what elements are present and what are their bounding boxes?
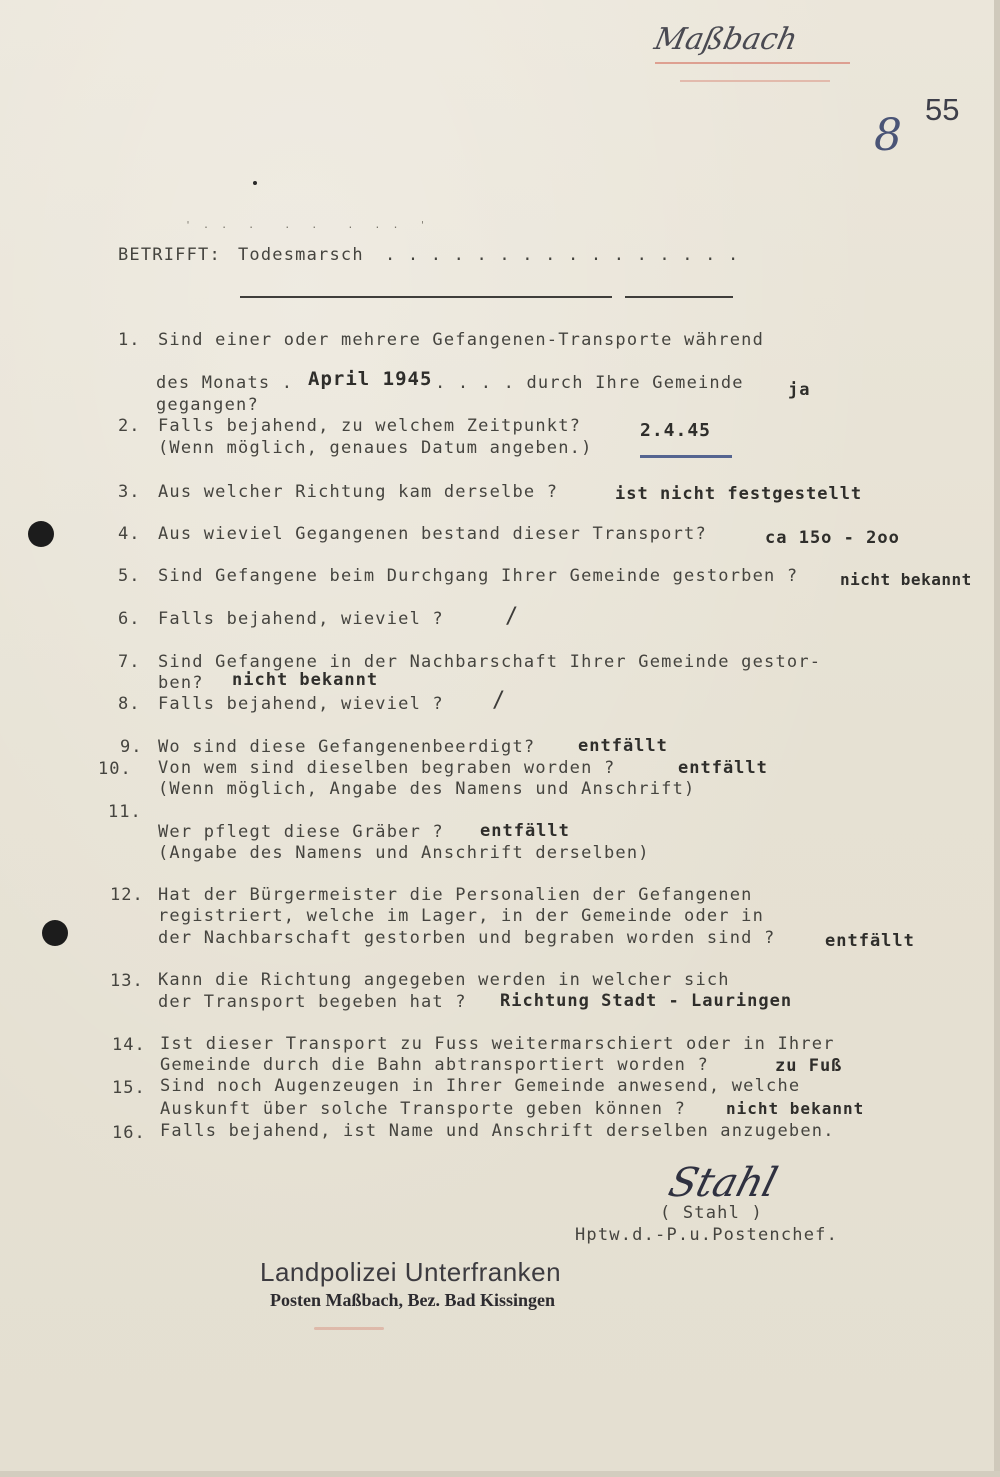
question-1-line-2: des Monats .	[156, 373, 294, 393]
page-edge-bottom	[0, 1471, 1000, 1477]
stamp-line-1: Landpolizei Unterfranken	[260, 1257, 562, 1287]
ink-dot	[253, 181, 257, 185]
question-10-line-2: (Wenn möglich, Angabe des Namens und Anschrift)	[158, 779, 696, 799]
question-number: 8.	[118, 694, 141, 714]
question-11-line-1: Wer pflegt diese Gräber ?	[158, 822, 444, 842]
question-16-line-1: Falls bejahend, ist Name und Anschrift derselben anzugeben.	[160, 1121, 835, 1141]
punch-hole-top	[28, 521, 54, 547]
signature-title: Hptw.d.-P.u.Postenchef.	[575, 1225, 839, 1245]
subject-rule-2	[625, 296, 733, 298]
question-11-answer: entfällt	[480, 821, 570, 841]
question-5-line-1: Sind Gefangene beim Durchgang Ihrer Gemeinde gestorben ?	[158, 566, 799, 586]
question-1-line-3: gegangen?	[156, 395, 259, 415]
question-14-answer: zu Fuß	[775, 1056, 843, 1076]
question-10-line-1: Von wem sind dieselben begraben worden ?	[158, 758, 616, 778]
question-1-line-1: Sind einer oder mehrere Gefangenen-Transporte während	[158, 330, 765, 350]
question-12-answer: entfällt	[825, 931, 915, 951]
subject-label: BETRIFFT:	[118, 245, 221, 265]
question-8-line-1: Falls bejahend, wieviel ?	[158, 694, 444, 714]
question-9-answer: entfällt	[578, 736, 668, 756]
question-number: 14.	[112, 1035, 146, 1055]
question-12-line-2: registriert, welche im Lager, in der Gemeinde oder in	[158, 906, 765, 926]
handwritten-place-note: Maßbach	[651, 22, 801, 57]
question-6-answer: /	[505, 604, 519, 629]
handwritten-mark: 8	[874, 110, 902, 161]
question-2-line-2: (Wenn möglich, genaues Datum angeben.)	[158, 438, 593, 458]
question-number: 16.	[112, 1123, 146, 1143]
question-number: 9.	[120, 737, 143, 757]
question-number: 10.	[98, 759, 132, 779]
page-number: 55	[925, 92, 960, 127]
question-5-answer: nicht bekannt	[840, 570, 972, 589]
handwritten-signature: Stahl	[663, 1160, 783, 1206]
question-number: 3.	[118, 482, 141, 502]
question-number: 1.	[118, 330, 141, 350]
question-14-line-2: Gemeinde durch die Bahn abtransportiert worden ?	[160, 1055, 709, 1075]
question-15-line-1: Sind noch Augenzeugen in Ihrer Gemeinde anwesend, welche	[160, 1076, 801, 1096]
question-9-line-1: Wo sind diese Gefangenenbeerdigt?	[158, 737, 536, 757]
question-2-answer-underline	[640, 455, 732, 458]
question-7-answer: nicht bekannt	[232, 670, 379, 690]
question-3-line-1: Aus welcher Richtung kam derselbe ?	[158, 482, 559, 502]
question-12-line-3: der Nachbarschaft gestorben und begraben worden sind ?	[158, 928, 776, 948]
header-red-mark	[680, 80, 830, 82]
question-number: 6.	[118, 609, 141, 629]
question-7-line-1: Sind Gefangene in der Nachbarschaft Ihrer Gemeinde gestor-	[158, 652, 822, 672]
question-3-answer: ist nicht festgestellt	[615, 484, 863, 504]
faint-marks: ' . . . . . . . . '	[185, 220, 429, 231]
question-12-line-1: Hat der Bürgermeister die Personalien der Gefangenen	[158, 885, 753, 905]
question-4-line-1: Aus wieviel Gegangenen bestand dieser Transport?	[158, 524, 707, 544]
question-number: 5.	[118, 566, 141, 586]
question-number: 7.	[118, 652, 141, 672]
question-13-line-2: der Transport begeben hat ?	[158, 992, 467, 1012]
question-number: 2.	[118, 416, 141, 436]
stamp-line-2: Posten Maßbach, Bez. Bad Kissingen	[270, 1290, 556, 1310]
question-2-answer: 2.4.45	[640, 420, 712, 441]
question-4-answer: ca 15o - 2oo	[765, 528, 900, 548]
question-10-answer: entfällt	[678, 758, 768, 778]
question-14-line-1: Ist dieser Transport zu Fuss weitermarschiert oder in Ihrer	[160, 1034, 835, 1054]
question-7-line-2: ben?	[158, 673, 204, 693]
question-1-answer: ja	[788, 380, 811, 400]
question-number: 11.	[108, 802, 142, 822]
page-edge-right	[994, 0, 1000, 1477]
question-15-answer: nicht bekannt	[726, 1099, 865, 1118]
question-number: 12.	[110, 885, 144, 905]
question-15-line-2: Auskunft über solche Transporte geben können ?	[160, 1099, 687, 1119]
signature-typed-name: ( Stahl )	[660, 1203, 763, 1223]
question-1-line-2b: . . . . durch Ihre Gemeinde	[435, 373, 744, 393]
question-11-line-2: (Angabe des Namens und Anschrift derselben)	[158, 843, 650, 863]
subject-rule-1	[240, 296, 612, 298]
question-6-line-1: Falls bejahend, wieviel ?	[158, 609, 444, 629]
question-2-line-1: Falls bejahend, zu welchem Zeitpunkt?	[158, 416, 582, 436]
question-number: 13.	[110, 971, 144, 991]
header-underline	[655, 62, 850, 64]
question-13-answer: Richtung Stadt - Lauringen	[500, 991, 793, 1011]
red-smudge	[314, 1327, 384, 1330]
question-number: 4.	[118, 524, 141, 544]
question-number: 15.	[112, 1078, 146, 1098]
question-1-month: April 1945	[308, 368, 433, 390]
question-8-answer: /	[492, 688, 506, 713]
punch-hole-bottom	[42, 920, 68, 946]
subject-dots: . . . . . . . . . . . . . . . .	[385, 245, 740, 265]
subject-value: Todesmarsch	[238, 245, 364, 265]
question-13-line-1: Kann die Richtung angegeben werden in welcher sich	[158, 970, 730, 990]
